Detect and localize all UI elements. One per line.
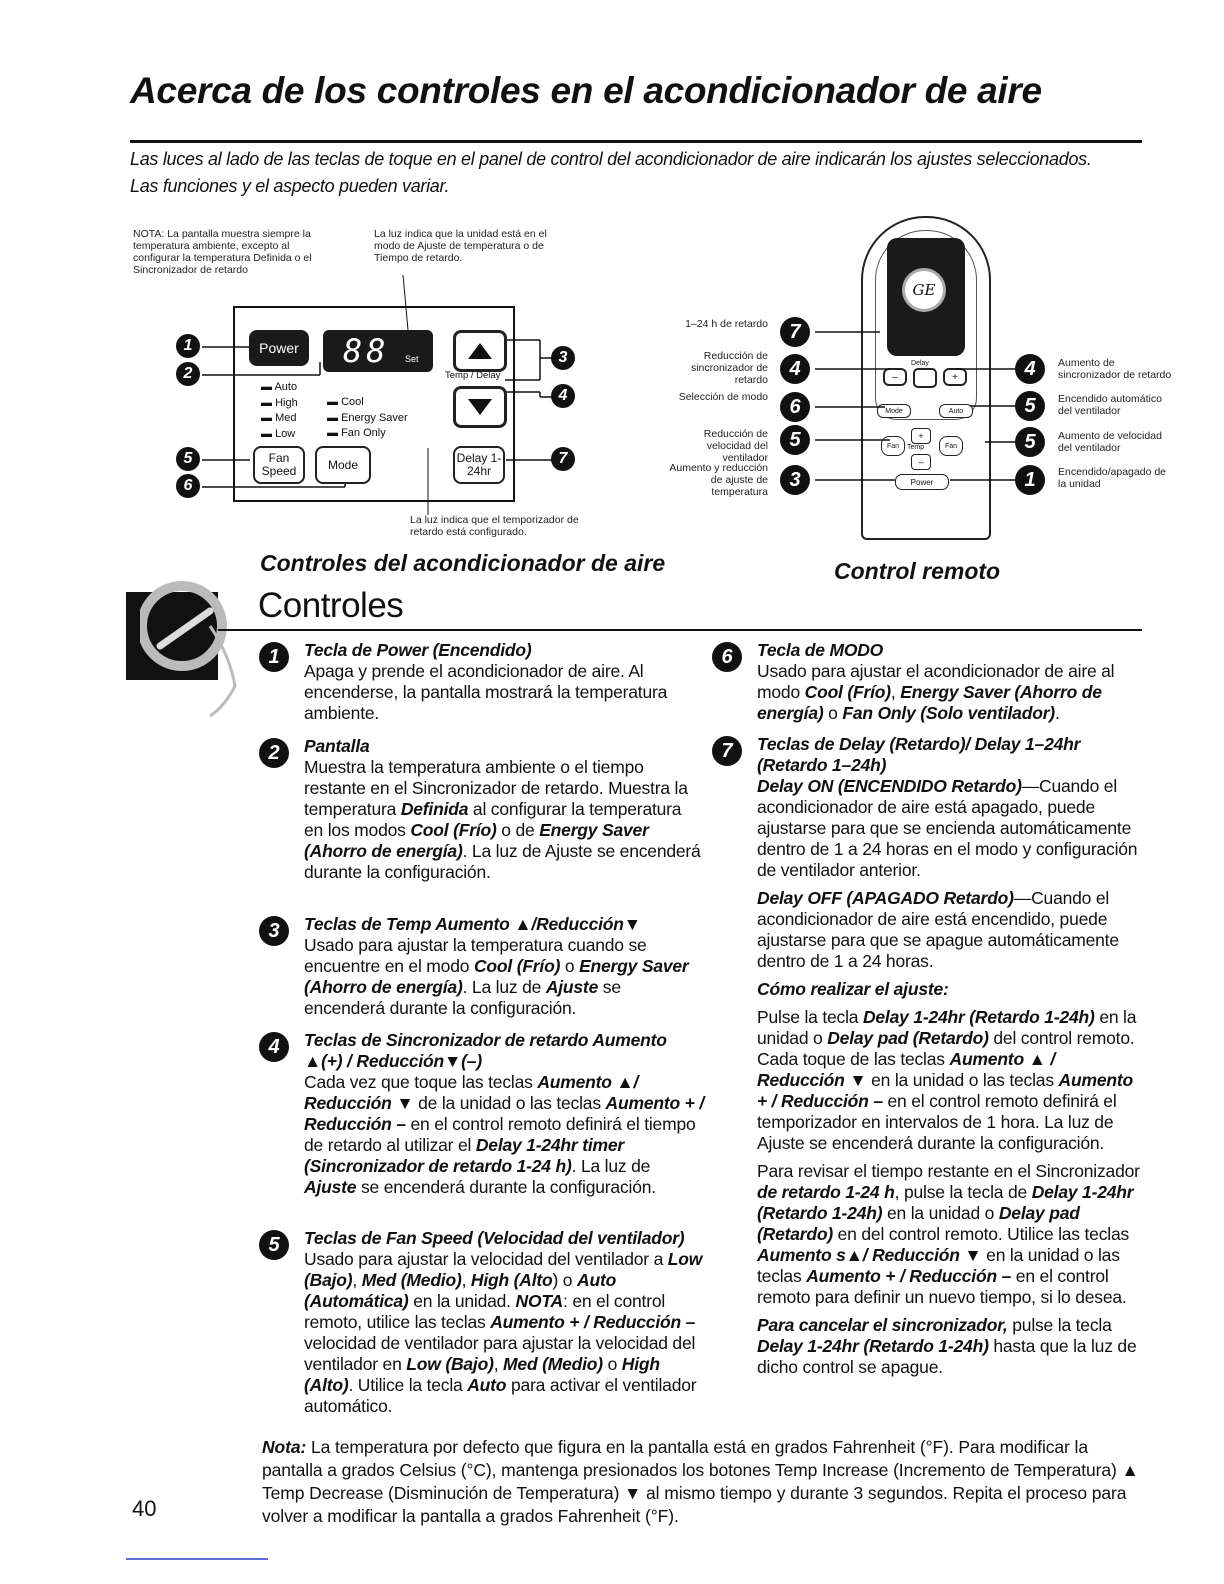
remote-label-delay-1-24: 1–24 h de retardo (685, 318, 768, 330)
item-number-3: 3 (259, 916, 289, 946)
item-delay-timer (268, 1030, 704, 1198)
footer-note-text: La temperatura por defecto que figura en la pantalla está en grados Fahrenheit (°F). Para modificar la pantalla a grados Celsius (°C), mantenga presionados los botones Temp Increase (Incremento de Temperatura) ▲ Temp Decrease (Disminución de Temperatura) ▼ al mismo tiempo y durante 3 segundos. Repita el proceso para volver a modificar la pantalla a grados Fahrenheit (°F). (262, 1437, 1139, 1526)
fan-light-high: ▬ High (261, 396, 298, 409)
ge-logo: GE (902, 268, 946, 312)
remote-label-fan-down: Reducción de velocidad del ventilador (703, 428, 768, 464)
remote-callout-5-auto: 5 (1015, 391, 1045, 421)
remote-callout-7: 7 (780, 317, 810, 347)
callout-4: 4 (551, 384, 575, 408)
item-body: Usado para ajustar el acondicionador de aire al modo Cool (Frío), Energy Saver (Ahorro de energía) o Fan Only (Solo ventilador). (757, 661, 1115, 723)
callout-6: 6 (176, 474, 200, 498)
remote-fan-up-button[interactable]: Fan (939, 436, 963, 456)
triangle-up-icon (466, 341, 494, 361)
item-temp (268, 914, 704, 1019)
item-number-2: 2 (259, 738, 289, 768)
fan-light-low: ▬ Low (261, 427, 296, 440)
section-title: Controles (258, 586, 404, 625)
item-heading: Pantalla (304, 736, 370, 756)
fan-speed-button[interactable]: Fan Speed (253, 446, 305, 484)
title-rule (130, 140, 1142, 143)
temp-up-button[interactable] (453, 330, 507, 372)
item-body: Usado para ajustar la velocidad del ventilador a Low (Bajo), Med (Medio), High (Alto) o Auto (Automática) en la unidad. NOTA: en el control remoto, utilice las teclas Aumento + / Reducción – velocidad de ventilador para ajustar la velocidad del ventilador en Low (Bajo), Med (Medio) o High (Alto). Utilice la tecla Auto para activar el ventilador automático. (304, 1249, 703, 1416)
mode-light-cool: ▬ Cool (327, 396, 364, 408)
remote-label-delay-up: Aumento de sincronizador de retardo (1058, 357, 1172, 381)
item-number-7: 7 (712, 736, 742, 766)
remote-callout-5-right: 5 (1015, 427, 1045, 457)
page-title: Acerca de los controles en el acondicionador de aire (130, 70, 1042, 111)
note-light-mode: La luz indica que la unidad está en el modo de Ajuste de temperatura o de Tiempo de retardo. (374, 228, 547, 264)
callout-5: 5 (176, 447, 200, 471)
footer-note (262, 1436, 1142, 1528)
intro-line-1: Las luces al lado de las teclas de toque en el panel de control del acondicionador de aire indicarán los ajustes seleccionados. (130, 149, 1092, 169)
mode-button[interactable]: Mode (315, 446, 371, 484)
item-fan-speed (268, 1228, 704, 1417)
display (323, 330, 433, 372)
mode-light-fan-only: ▬ Fan Only (327, 427, 386, 439)
intro-line-2: Las funciones y el aspecto pueden variar. (130, 176, 450, 196)
check-time-body: Para revisar el tiempo restante en el Sincronizador de retardo 1-24 h, pulse la tecla de Delay 1-24hr (Retardo 1-24h) en la unidad o Delay pad (Retardo) en del control remoto. Utilice las teclas Aumento s▲/ Reducción ▼ en la unidad o las teclas Aumento + / Reducción – en el control remoto para definir un nuevo tiempo, si lo desea. (757, 1161, 1140, 1307)
remote-temp-up-button[interactable]: + (911, 428, 931, 444)
remote-delay-minus-button[interactable]: – (883, 368, 907, 386)
remote-auto-button[interactable]: Auto (939, 404, 973, 418)
callout-7: 7 (551, 447, 575, 471)
item-mode (721, 640, 1147, 724)
control-panel (233, 306, 515, 502)
item-body: Apaga y prende el acondicionador de aire. Al encenderse, la pantalla mostrará la temperatura ambiente. (304, 661, 668, 723)
remote-callout-3: 3 (780, 465, 810, 495)
fan-light-auto: ▬ Auto (261, 381, 298, 393)
triangle-down-icon (466, 397, 494, 417)
display-digits: 88 (343, 332, 390, 370)
remote-temp-label: Temp (907, 444, 925, 451)
item-display (268, 736, 704, 883)
remote-label-power: Encendido/apagado de la unidad (1058, 466, 1167, 490)
item-number-4: 4 (259, 1032, 289, 1062)
panel-caption: Controles del acondicionador de aire (260, 550, 666, 576)
item-number-5: 5 (259, 1230, 289, 1260)
item-body: Muestra la temperatura ambiente o el tiempo restante en el Sincronizador de retardo. Muestra la temperatura Definida al configurar la temperatura en los modos Cool (Frío) o de Energy Saver (Ahorro de energía). La luz de Ajuste se encenderá durante la configuración. (304, 757, 701, 882)
remote-label-mode: Selección de modo (678, 391, 768, 403)
note-display: NOTA: La pantalla muestra siempre la temperatura ambiente, excepto al configurar la temperatura Definida o el Sincronizador de retardo (133, 228, 312, 276)
how-to-body: Pulse la tecla Delay 1-24hr (Retardo 1-24h) en la unidad o Delay pad (Retardo) del control remoto. Cada toque de las teclas Aumento ▲ / Reducción ▼ en la unidad o las teclas Aumento + / Reducción – en el control remoto definirá el temporizador en intervalos de 1 hora. La luz de Ajuste se encenderá durante la configuración. (757, 1007, 1137, 1153)
set-light: Set (405, 354, 419, 364)
item-body-delay-off: Delay OFF (APAGADO Retardo)—Cuando el acondicionador de aire está encendido, puede ajustarse para que se apague automáticamente dentro de 1 a 24 horas. (757, 888, 1119, 971)
remote-delay-label: Delay (911, 360, 929, 367)
callout-1: 1 (176, 334, 200, 358)
item-heading: Tecla de MODO (757, 640, 884, 660)
touch-hand-icon (140, 566, 260, 736)
power-button[interactable]: Power (249, 330, 309, 366)
note-light-delay: La luz indica que el temporizador de retardo está configurado. (410, 514, 579, 538)
item-heading: Teclas de Delay (Retardo)/ Delay 1–24hr (Retardo 1–24h) (757, 734, 1081, 775)
temp-delay-label: Temp / Delay (445, 370, 501, 381)
remote-callout-1: 1 (1015, 465, 1045, 495)
remote-callout-4-left: 4 (780, 354, 810, 384)
page-number: 40 (132, 1496, 157, 1521)
remote-power-button[interactable]: Power (895, 474, 949, 490)
mode-lights (327, 395, 408, 442)
item-number-1: 1 (259, 642, 289, 672)
item-heading: Teclas de Sincronizador de retardo Aumento ▲(+) / Reducción▼(–) (304, 1030, 667, 1071)
footer-note-label: Nota: (262, 1437, 307, 1457)
item-power (268, 640, 704, 724)
remote-label-fan-auto: Encendido automático del ventilador (1058, 393, 1162, 417)
bottom-rule (126, 1558, 268, 1560)
how-to-heading: Cómo realizar el ajuste: (757, 979, 949, 999)
section-rule (218, 629, 1142, 631)
remote-delay-plus-button[interactable]: + (943, 368, 967, 386)
intro (130, 146, 1150, 200)
delay-button[interactable]: Delay 1-24hr (453, 446, 505, 484)
remote-callout-5-left: 5 (780, 425, 810, 455)
remote-label-delay-down: Reducción de sincronizador de retardo (690, 350, 768, 386)
item-number-6: 6 (712, 642, 742, 672)
remote-callout-6: 6 (780, 392, 810, 422)
item-body: Cada vez que toque las teclas Aumento ▲/ Reducción ▼ de la unidad o las teclas Aumento + / Reducción – en el control remoto definirá el tiempo de retardo al utilizar el Delay 1-24hr timer (Sincronizador de retardo 1-24 h). La luz de Ajuste se encenderá durante la configuración. (304, 1072, 704, 1197)
item-body-delay-on: Delay ON (ENCENDIDO Retardo)—Cuando el acondicionador de aire está apagado, puede ajustarse para que se encienda automáticamente dentro de 1 a 24 horas en el modo y configuración de ventilador anterior. (757, 776, 1138, 880)
item-heading: Teclas de Fan Speed (Velocidad del ventilador) (304, 1228, 685, 1248)
remote-caption: Control remoto (834, 558, 1001, 584)
remote-fan-down-button[interactable]: Fan (881, 436, 905, 456)
item-body: Usado para ajustar la temperatura cuando se encuentre en el modo Cool (Frío) o Energy Saver (Ahorro de energía). La luz de Ajuste se encenderá durante la configuración. (304, 935, 689, 1018)
remote-label-fan-up: Aumento de velocidad del ventilador (1058, 430, 1162, 454)
cancel-body: Para cancelar el sincronizador, pulse la tecla Delay 1-24hr (Retardo 1-24h) hasta que la luz de dicho control se apague. (757, 1315, 1137, 1377)
remote-label-temp: Aumento y reducción de ajuste de temperatura (669, 462, 768, 498)
remote-mode-button[interactable]: Mode (877, 404, 911, 418)
callout-3: 3 (551, 346, 575, 370)
mode-light-energy-saver: ▬ Energy Saver (327, 411, 408, 424)
remote-temp-down-button[interactable]: – (911, 454, 931, 470)
callout-2: 2 (176, 362, 200, 386)
item-heading: Teclas de Temp Aumento ▲/Reducción▼ (304, 914, 641, 934)
remote-callout-4-right: 4 (1015, 354, 1045, 384)
item-heading: Tecla de Power (Encendido) (304, 640, 532, 660)
temp-down-button[interactable] (453, 386, 507, 428)
fan-speed-lights (261, 380, 298, 442)
item-delay (721, 734, 1147, 1378)
fan-light-med: ▬ Med (261, 412, 297, 424)
